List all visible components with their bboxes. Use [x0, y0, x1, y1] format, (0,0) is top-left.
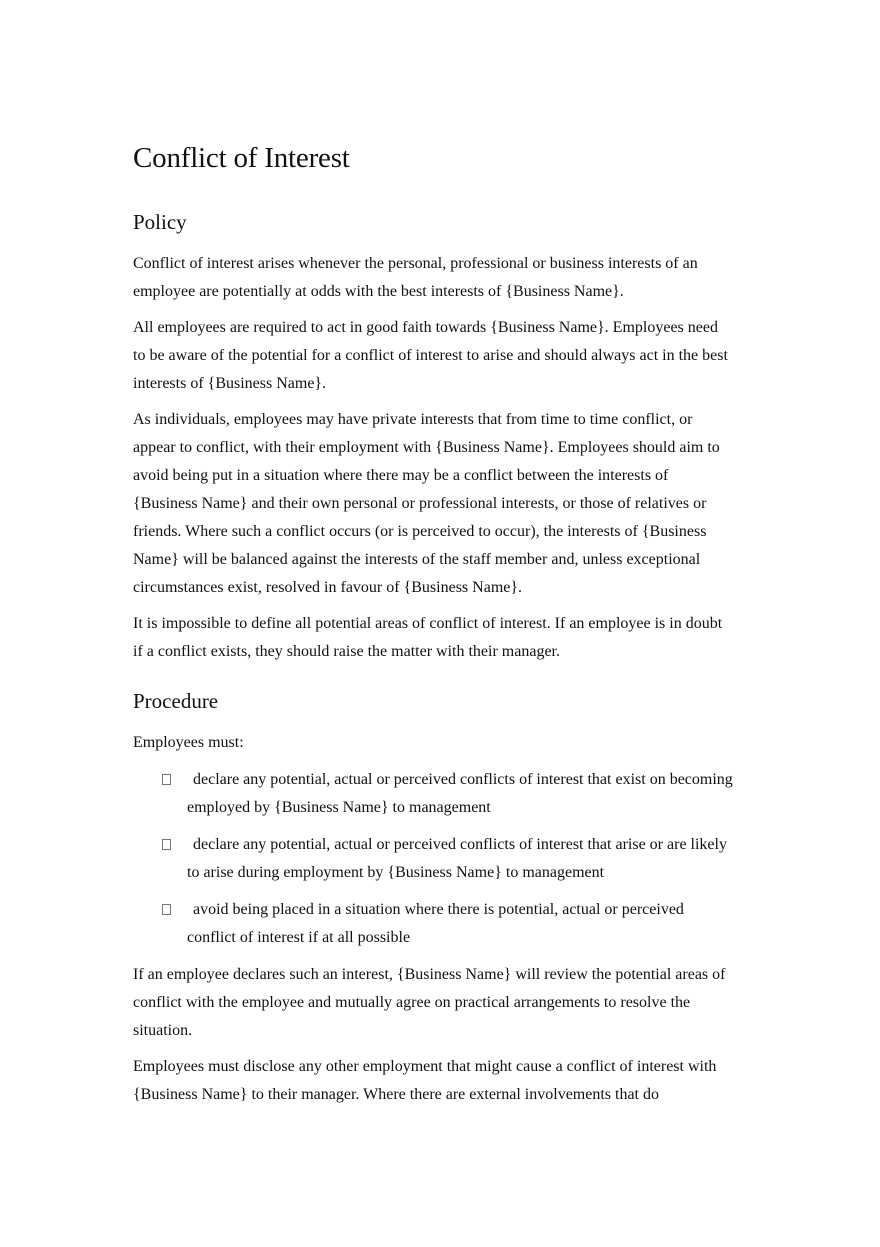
- policy-paragraph: It is impossible to define all potential areas of conflict of interest. If an employee is in doubt if a conflict exists, they should raise the matter with their manager.: [133, 615, 723, 660]
- section-heading-policy: Policy: [133, 210, 187, 234]
- section-heading-procedure: Procedure: [133, 689, 219, 713]
- procedure-paragraph: If an employee declares such an interest, {Business Name} will review the potential areas of conflict with the employee and mutually agree on practical arrangements to resolve the situation.: [133, 966, 726, 1039]
- checkbox-glyph-icon: [162, 774, 171, 785]
- procedure-paragraph: Employees must disclose any other employment that might cause a conflict of interest with {Business Name} to their manager. Where there are external involvements that do: [133, 1058, 717, 1103]
- procedure-intro: Employees must:: [133, 734, 244, 751]
- list-item: [133, 766, 733, 822]
- list-item-text: declare any potential, actual or perceived conflicts of interest that exist on becoming employed by {Business Name} to management: [187, 771, 733, 816]
- procedure-bullet-list: [133, 766, 733, 952]
- list-item-text: avoid being placed in a situation where there is potential, actual or perceived conflict of interest if at all possible: [187, 901, 684, 946]
- list-item: [133, 831, 733, 887]
- document-title: Conflict of Interest: [133, 142, 350, 174]
- policy-paragraph: Conflict of interest arises whenever the personal, professional or business interests of an employee are potentially at odds with the best interests of {Business Name}.: [133, 255, 698, 300]
- checkbox-glyph-icon: [162, 904, 171, 915]
- policy-paragraph: As individuals, employees may have private interests that from time to time conflict, or appear to conflict, with their employment with {Business Name}. Employees should aim to avoid being put in a situation where there may be a conflict between the interests of {Business Name} and their own personal or professional interests, or those of relatives or friends. Where such a conflict occurs (or is perceived to occur), the interests of {Business Name} will be balanced against the interests of the staff member and, unless exceptional circumstances exist, resolved in favour of {Business Name}.: [133, 411, 720, 596]
- document-body: [133, 138, 733, 1109]
- checkbox-glyph-icon: [162, 839, 171, 850]
- list-item-text: declare any potential, actual or perceived conflicts of interest that arise or are likely to arise during employment by {Business Name} to management: [187, 836, 727, 881]
- policy-paragraph: All employees are required to act in good faith towards {Business Name}. Employees need to be aware of the potential for a conflict of interest to arise and should always act in the best interests of {Business Name}.: [133, 319, 728, 392]
- list-item: [133, 896, 733, 952]
